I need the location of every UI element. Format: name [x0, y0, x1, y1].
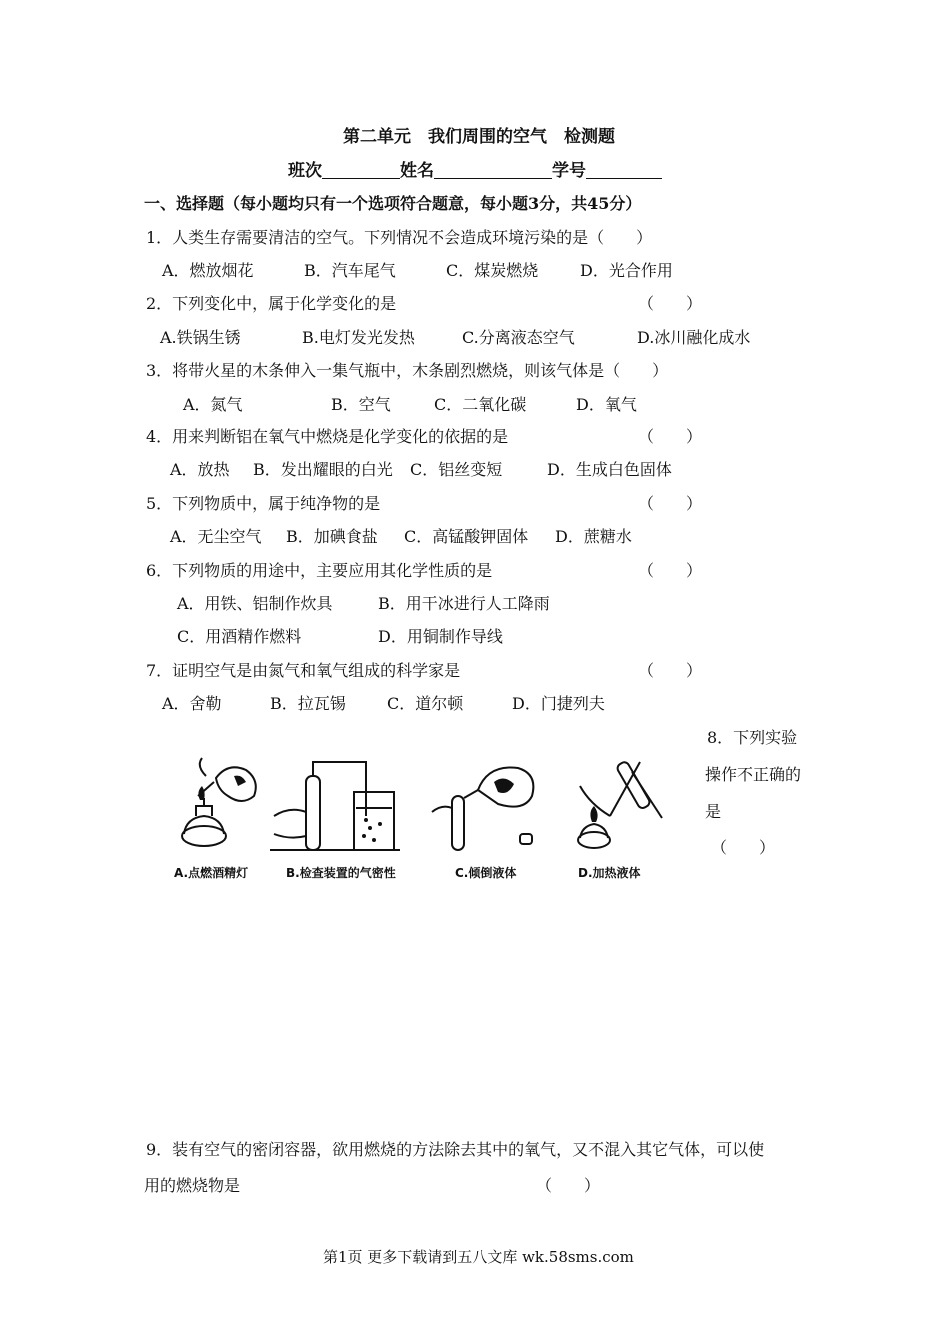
section-heading: 一、选择题（每小题均只有一个选项符合题意，每小题3分，共45分）: [144, 194, 642, 213]
question-stem: 2．下列变化中，属于化学变化的是: [146, 294, 397, 313]
option: C．高锰酸钾固体: [404, 527, 529, 546]
figure-a-lighting-lamp: [176, 756, 266, 856]
figure-d-caption: D.加热液体: [578, 866, 641, 880]
question-stem: 1．人类生存需要清洁的空气。下列情况不会造成环境污染的是（ ）: [146, 228, 653, 247]
answer-bracket: （ ）: [711, 838, 776, 857]
option: C．铝丝变短: [410, 460, 503, 479]
answer-bracket: （ ）: [638, 561, 703, 580]
question-stem: 6．下列物质的用途中，主要应用其化学性质的是: [146, 561, 493, 580]
name-blank[interactable]: [434, 162, 552, 179]
page-title: 第二单元 我们周围的空气 检测题: [343, 127, 615, 147]
number-blank[interactable]: [586, 162, 662, 179]
answer-bracket: （ ）: [638, 661, 703, 680]
option: B．空气: [331, 395, 391, 414]
question-stem: 9．装有空气的密闭容器，欲用燃烧的方法除去其中的氧气，又不混入其它气体，可以使: [146, 1140, 765, 1159]
option: D．光合作用: [580, 261, 673, 280]
student-info-line: [288, 161, 662, 181]
option: C．用酒精作燃料: [177, 627, 302, 646]
question-stem-continued: 用的燃烧物是: [144, 1176, 241, 1195]
option: B．发出耀眼的白光: [253, 460, 393, 479]
option: D．蔗糖水: [555, 527, 632, 546]
figure-c-pouring-liquid: [428, 756, 548, 856]
q8-stem-line: 操作不正确的: [705, 765, 802, 784]
option: D．生成白色固体: [547, 460, 672, 479]
answer-bracket: （ ）: [638, 294, 703, 313]
option: C．道尔顿: [387, 694, 464, 713]
option: B．用干冰进行人工降雨: [378, 594, 550, 613]
option: B．汽车尾气: [304, 261, 396, 280]
option: A．舍勒: [162, 694, 222, 713]
option: A．放热: [170, 460, 230, 479]
option: C．煤炭燃烧: [446, 261, 539, 280]
figure-c-caption: C.倾倒液体: [455, 866, 517, 880]
question-stem: 4．用来判断铝在氧气中燃烧是化学变化的依据的是: [146, 427, 509, 446]
class-label: 班次: [288, 161, 322, 181]
answer-bracket: （ ）: [638, 494, 703, 513]
question-stem: 3．将带火星的木条伸入一集气瓶中，木条剧烈燃烧，则该气体是（ ）: [146, 361, 669, 380]
question-stem: 5．下列物质中，属于纯净物的是: [146, 494, 381, 513]
class-blank[interactable]: [322, 162, 400, 179]
option: A．无尘空气: [170, 527, 262, 546]
figure-b-caption: B.检查装置的气密性: [286, 866, 396, 880]
figure-a-caption: A.点燃酒精灯: [174, 866, 249, 880]
option: D．氧气: [576, 395, 637, 414]
page-footer: 第1页 更多下载请到五八文库 wk.58sms.com: [323, 1248, 634, 1266]
answer-bracket: （ ）: [536, 1176, 601, 1195]
answer-bracket: （ ）: [638, 427, 703, 446]
figure-d-heating-liquid: [570, 756, 670, 856]
option: C．二氧化碳: [434, 395, 527, 414]
q8-stem-line: 是: [705, 802, 722, 821]
option: B．拉瓦锡: [270, 694, 346, 713]
option: C.分离液态空气: [462, 328, 575, 347]
option: B．加碘食盐: [286, 527, 378, 546]
option: D．用铜制作导线: [378, 627, 503, 646]
option: B.电灯发光发热: [302, 328, 415, 347]
q8-stem-line: 8．下列实验: [707, 728, 798, 747]
option: A．燃放烟花: [162, 261, 254, 280]
option: D.冰川融化成水: [637, 328, 751, 347]
option: A．用铁、铝制作炊具: [177, 594, 333, 613]
option: A．氮气: [183, 395, 243, 414]
question-stem: 7．证明空气是由氮气和氧气组成的科学家是: [146, 661, 461, 680]
option: A.铁锅生锈: [160, 328, 241, 347]
number-label: 学号: [552, 161, 586, 181]
name-label: 姓名: [400, 161, 434, 181]
option: D．门捷列夫: [512, 694, 605, 713]
figure-b-airtightness-check: [270, 756, 400, 856]
